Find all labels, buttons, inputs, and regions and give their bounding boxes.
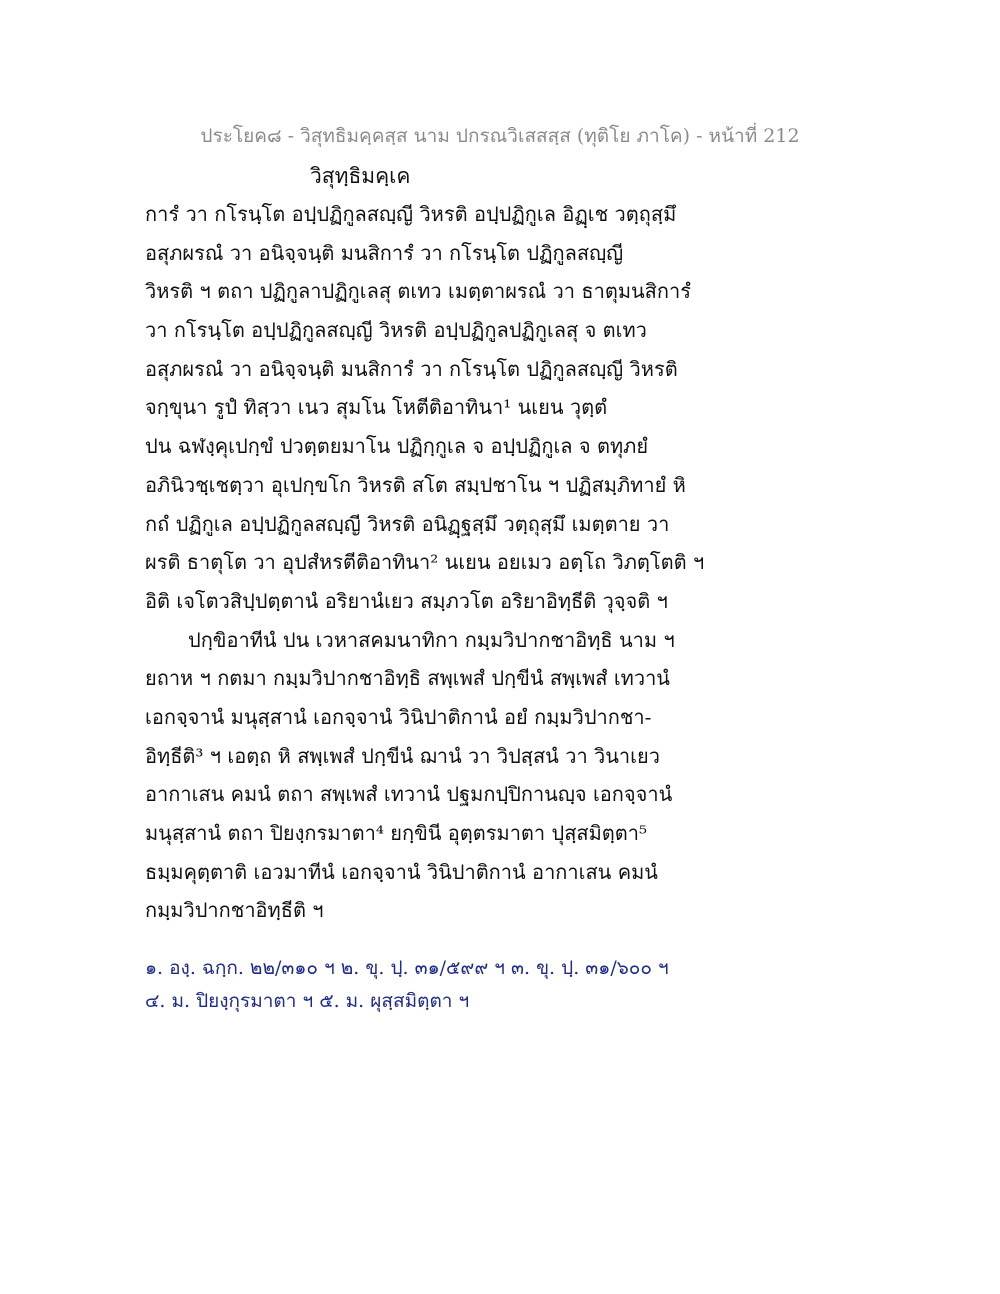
running-header: ประโยค๘ - วิสุทธิมคฺคสฺส นาม ปกรณวิเสสสฺส (ทุติโย ภาโค) - หน้าที่ 212 (200, 125, 800, 147)
text-line: จกฺขุนา รูปํ ทิสฺวา เนว สุมโน โหตีติอาทินา¹ นเยน วุตฺตํ (145, 395, 608, 420)
text-line: มนุสฺสานํ ตถา ปิยงฺกรมาตา⁴ ยกฺขินี อุตฺตรมาตา ปุสฺสมิตฺตา⁵ (145, 821, 648, 845)
text-line: กถํ ปฏิกูเล อปฺปฏิกูลสญฺญี วิหรติ อนิฏฺฐสฺมึ วตฺถุสฺมึ เมตฺตาย วา (145, 511, 670, 536)
text-line: วิหรติ ฯ ตถา ปฏิกูลาปฏิกูเลสุ ตเทว เมตฺตาผรณํ วา ธาตุมนสิการํ (145, 279, 691, 304)
paragraph-1 (145, 195, 705, 621)
text-line: ปน ฉฬงฺคุเปกฺขํ ปวตฺตยมาโน ปฏิกฺกูเล จ อปฺปฏิกูเล จ ตทุภยํ (145, 434, 649, 459)
text-line: อภินิวชฺเชตฺวา อุเปกฺขโก วิหรติ สโต สมฺปชาโน ฯ ปฏิสมฺภิทายํ หิ (145, 472, 686, 497)
footnote-line: ๔. ม. ปิยงฺกุรมาตา ฯ ๕. ม. ผุสฺสมิตฺตา ฯ (145, 990, 470, 1012)
footnotes (145, 952, 705, 1018)
text-line: วา กโรนฺโต อปฺปฏิกูลสญฺญี วิหรติ อปฺปฏิกูลปฏิกูเลสุ จ ตเทว (145, 318, 647, 343)
text-line: อิติ เจโตวสิปฺปตฺตานํ อริยานํเยว สมฺภวโต อริยาอิทฺธีติ วุจฺจติ ฯ (145, 588, 668, 613)
text-line: อากาเสน คมนํ ตถา สพฺเพสํ เทวานํ ปฐมกปฺปิกานญฺจ เอกจฺจานํ (145, 782, 673, 807)
footnote-line: ๑. องฺ. ฉกฺก. ๒๒/๓๑๐ ฯ ๒. ขุ. ปฺ. ๓๑/๕๙๙ ฯ ๓. ขุ. ปฺ. ๓๑/๖๐๐ ฯ (145, 957, 669, 979)
body-text (145, 195, 705, 930)
text-line: อสุภผรณํ วา อนิจฺจนฺติ มนสิการํ วา กโรนฺโต ปฏิกูลสญฺญี วิหรติ (145, 356, 678, 381)
paragraph-2 (145, 621, 705, 931)
text-line: การํ วา กโรนฺโต อปฺปฏิกูลสญฺญี วิหรติ อปฺปฏิกูเล อิฏฺเช วตฺถุสฺมึ (145, 202, 677, 226)
text-line: ยถาห ฯ กตมา กมฺมวิปากชาอิทฺธิ สพฺเพสํ ปกฺขีนํ สพฺเพสํ เทวานํ (145, 666, 670, 691)
text-line: เอกจฺจานํ มนุสฺสานํ เอกจฺจานํ วินิปาติกานํ อยํ กมฺมวิปากชา- (145, 704, 652, 729)
section-title: วิสุทฺธิมคฺเค (310, 164, 411, 188)
text-line: ปกฺขิอาทีนํ ปน เวหาสคมนาทิกา กมฺมวิปากชาอิทฺธิ นาม ฯ (188, 627, 675, 652)
text-line: กมฺมวิปากชาอิทฺธีติ ฯ (145, 898, 324, 923)
text-line: ธมฺมคุตฺตาติ เอวมาทีนํ เอกจฺจานํ วินิปาติกานํ อากาเสน คมนํ (145, 859, 658, 884)
text-line: อิทฺธีติ³ ฯ เอตฺถ หิ สพฺเพสํ ปกฺขีนํ ฌานํ วา วิปสฺสนํ วา วินาเยว (145, 743, 660, 768)
text-line: อสุภผรณํ วา อนิจฺจนฺติ มนสิการํ วา กโรนฺโต ปฏิกูลสญฺญี (145, 240, 624, 265)
text-line: ผรติ ธาตุโต วา อุปสํหรตีติอาทินา² นเยน อยเมว อตฺโถ วิภตฺโตติ ฯ (145, 550, 705, 575)
